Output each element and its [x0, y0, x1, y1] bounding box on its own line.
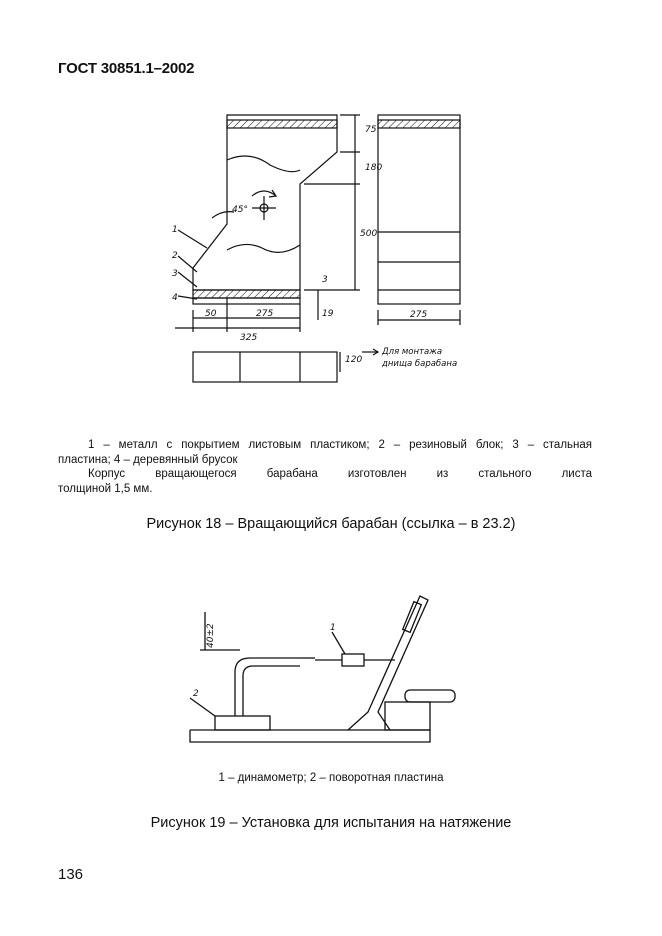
rotation-arrow-icon — [252, 191, 276, 196]
dim-275: 275 — [256, 309, 274, 319]
figure-18-legend — [58, 438, 592, 496]
base-plate — [190, 730, 430, 742]
top-hatch-band — [227, 120, 337, 128]
dim-500: 500 — [360, 229, 378, 239]
dim-3: 3 — [322, 275, 328, 285]
dim-50: 50 — [205, 309, 217, 319]
dim-40: 40±2 — [206, 623, 216, 648]
drum-bottom-plan — [193, 352, 337, 382]
callout-2: 2 — [172, 251, 178, 261]
figure-19-legend: 1 – динамометр; 2 – поворотная пластина — [218, 772, 444, 784]
drum-side-view — [378, 115, 460, 304]
clamp-handle — [405, 690, 455, 702]
dim-120: 120 — [345, 355, 363, 365]
callout-2-fig19: 2 — [193, 689, 199, 699]
dim-325: 325 — [240, 333, 258, 343]
dim-19: 19 — [322, 309, 334, 319]
page-number: 136 — [58, 866, 84, 883]
note-line-2: днища барабана — [382, 359, 458, 369]
drum-front-outline — [193, 115, 337, 290]
break-line-lower — [227, 244, 300, 252]
break-line-upper — [227, 156, 300, 172]
legend-line-3: Корпус вращающегося барабана изготовлен из стального листа — [88, 468, 592, 480]
callout-1: 1 — [172, 225, 178, 235]
dim-180: 180 — [365, 163, 383, 173]
figure-19-caption: Рисунок 19 – Установка для испытания на натяжение — [150, 815, 512, 831]
figure-18-caption: Рисунок 18 – Вращающийся барабан (ссылка – в 23.2) — [146, 516, 516, 532]
bent-tube — [235, 658, 300, 716]
dim-75: 75 — [365, 125, 377, 135]
callout-3: 3 — [172, 269, 178, 279]
legend-line-1: 1 – металл с покрытием листовым пластиком; 2 – резиновый блок; 3 – стальная — [88, 439, 592, 451]
figure-19-drawing — [185, 585, 465, 745]
legend-line-4: толщиной 1,5 мм. — [58, 482, 153, 495]
dynamometer — [342, 654, 364, 666]
angle-label: 45° — [232, 205, 248, 215]
legend-line-2: пластина; 4 – деревянный брусок — [58, 453, 238, 466]
wood-bar — [193, 298, 300, 304]
base-hatch-band — [193, 290, 300, 298]
callout-1-fig19: 1 — [330, 623, 336, 633]
rotating-plate — [215, 716, 270, 730]
document-header: ГОСТ 30851.1–2002 — [58, 60, 195, 77]
note-line-1: Для монтажа — [382, 347, 443, 357]
dim-275-side: 275 — [410, 310, 428, 320]
callout-4: 4 — [172, 293, 178, 303]
figure-18-drawing — [160, 108, 480, 383]
